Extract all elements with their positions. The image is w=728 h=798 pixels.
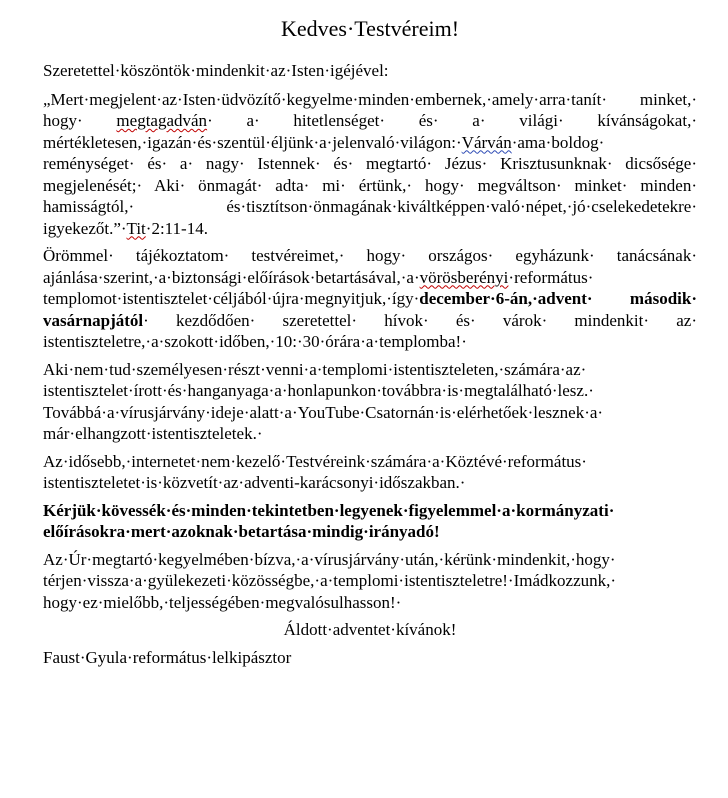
online-service-paragraph: Aki·nem·tud·személyesen·részt·venni·a·templomi·istentiszteleten,·számára·az· istentisztelet·írott·és·hanganyaga·a·honlapunkon·továbbra·is·megtalálható·lesz.· Továbbá·a·vírusjárvány·ideje·alatt·a·YouTube·Csatornán·is·elérhetőek·lesznek·a· már·elhangzott·istentiszteletek.· bbox=[43, 359, 604, 443]
document-page bbox=[43, 14, 697, 674]
quote-text-3: ·ama·boldog· reménységet· és· a· nagy· Istennek· és· megtartó· Jézus· Krisztusunknak· dicsősége· megjelenését;· Aki· önmagát· adta· mi· értünk,· hogy· megváltson· minket· minden· hamisságtól,· és·tisztítson·önmagának·kiváltképpen·való·népet,·jó·cselekedetekre· igyekezőt.”· bbox=[43, 132, 697, 238]
announcement-text-2: ·református· templomot·istentisztelet·céljából·újra·megnyitjuk,·így· bbox=[43, 267, 594, 308]
announcement-text-3: · kezdődően· szeretettel· hívok· és· várok· mindenkit· az· istentiszteletre,·a·szokott·időben,·10:·30·órára·a·templomba!· bbox=[43, 310, 697, 351]
quote-text-1: „Mert·megjelent·az·Isten·üdvözítő·kegyelme·minden·embernek,·amely·arra·tanít· minket,· hogy· bbox=[43, 89, 697, 130]
elderly-paragraph: Az·idősebb,·internetet·nem·kezelő·Testvéreink·számára·a·Köztévé·református· istentiszteletet·is·közvetít·az·adventi-karácsonyi·időszakban.· bbox=[43, 451, 587, 492]
spellcheck-word-megtagadvan: megtagadván bbox=[116, 111, 208, 130]
letter-title: Kedves·Testvéreim! bbox=[280, 16, 460, 41]
signature: Faust·Gyula·református·lelkipásztor bbox=[43, 647, 292, 667]
spellcheck-word-vorosberenyi: vörösberényi bbox=[419, 267, 509, 287]
quote-text-2: · a· hitetlenséget· és· a· világi· kívánságokat,· mértékletesen,·igazán·és·szentül·éljünk·a·jelenvaló·világon:· bbox=[43, 111, 697, 152]
bible-quote-paragraph bbox=[43, 89, 697, 240]
quote-text-4: ·2:11-14. bbox=[145, 218, 208, 238]
closing-paragraph: Az·Úr·megtartó·kegyelmében·bízva,·a·vírusjárvány·után,·kérünk·mindenkit,·hogy· térjen·vissza·a·gyülekezeti·közösségbe,·a·templomi·istentiszteletre!·Imádkozzunk,· hogy·ez·mielőbb,·teljességében·megvalósulhasson!· bbox=[43, 549, 617, 612]
announcement-text-1: Örömmel· tájékoztatom· testvéreimet,· hogy· országos· egyházunk· tanácsának· ajánlása·szerint,·a·biztonsági·előírások·betartásával,·a· bbox=[43, 246, 697, 287]
advent-wish: Áldott·adventet·kívánok! bbox=[283, 620, 457, 639]
announcement-date-bold: december·6-án,·advent· második· vasárnapjától bbox=[43, 289, 697, 330]
greeting-paragraph: Szeretettel·köszöntök·mindenkit·az·Isten·igéjével: bbox=[43, 61, 389, 80]
warning-paragraph: Kérjük·kövessék·és·minden·tekintetben·legyenek·figyelemmel·a·kormányzati· előírásokra·mert·azoknak·betartása·mindig·irányadó! bbox=[43, 500, 615, 541]
spellcheck-word-tit: Tit bbox=[126, 218, 146, 238]
spellcheck-word-varvan: Várván bbox=[461, 132, 512, 152]
announcement-paragraph bbox=[43, 245, 697, 353]
